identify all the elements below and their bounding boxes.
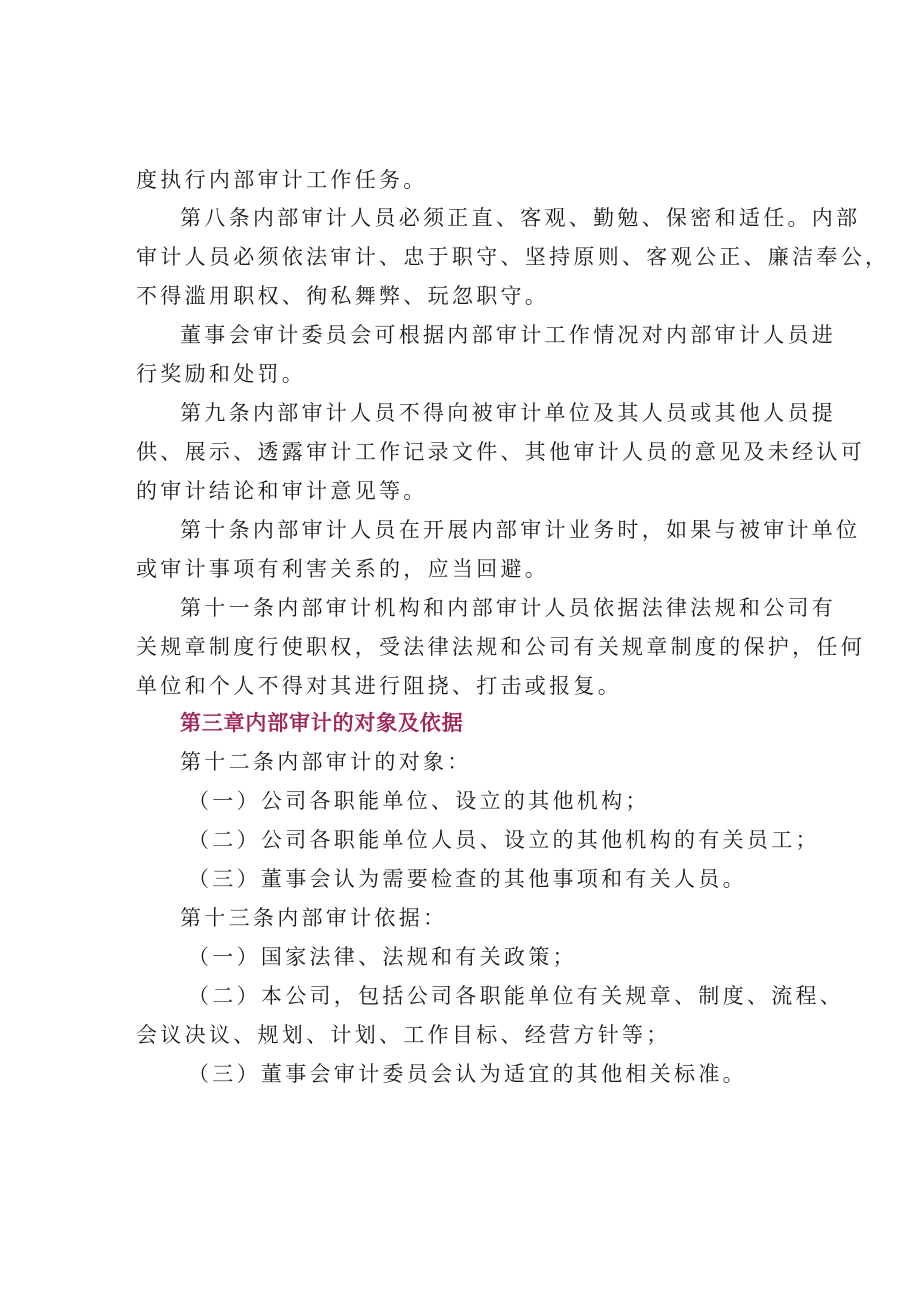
paragraph-line: 第十三条内部审计依据： [180,906,448,930]
paragraph-line: 不得滥用职权、徇私舞弊、玩忽职守。 [136,284,550,308]
paragraph-line: 行奖励和处罚。 [136,362,307,386]
paragraph-line: 的审计结论和审计意见等。 [136,479,428,503]
paragraph-line: 供、展示、透露审计工作记录文件、其他审计人员的意见及未经认可 [136,440,865,464]
paragraph-line: 审计人员必须依法审计、忠于职守、坚持原则、客观公正、廉洁奉公， [136,245,890,269]
paragraph-line: 单位和个人不得对其进行阻挠、打击或报复。 [136,674,622,698]
list-item: （一）公司各职能单位、设立的其他机构； [188,789,650,813]
list-item: （一）国家法律、法规和有关政策； [188,945,577,969]
paragraph-line: 第十一条内部审计机构和内部审计人员依据法律法规和公司有 [180,596,837,620]
paragraph-line: 或审计事项有利害关系的，应当回避。 [136,557,550,581]
list-item: （二）公司各职能单位人员、设立的其他机构的有关员工； [188,828,820,852]
list-item: （二）本公司，包括公司各职能单位有关规章、制度、流程、 [188,984,845,1008]
paragraph-line: 会议决议、规划、计划、工作目标、经营方针等； [136,1023,671,1047]
paragraph-line: 第十二条内部审计的对象： [180,750,472,774]
paragraph-line: 第九条内部审计人员不得向被审计单位及其人员或其他人员提 [180,401,837,425]
paragraph-line: 第八条内部审计人员必须正直、客观、勤勉、保密和适任。内部 [180,206,861,230]
paragraph-line: 关规章制度行使职权，受法律法规和公司有关规章制度的保护，任何 [136,635,865,659]
paragraph-line: 董事会审计委员会可根据内部审计工作情况对内部审计人员进 [180,323,837,347]
paragraph-line: 度执行内部审计工作任务。 [136,168,428,192]
list-item: （三）董事会认为需要检查的其他事项和有关人员。 [188,867,747,891]
paragraph-line: 第十条内部审计人员在开展内部审计业务时，如果与被审计单位 [180,518,861,542]
chapter-heading: 第三章内部审计的对象及依据 [180,710,464,735]
list-item: （三）董事会审计委员会认为适宜的其他相关标准。 [188,1062,747,1086]
